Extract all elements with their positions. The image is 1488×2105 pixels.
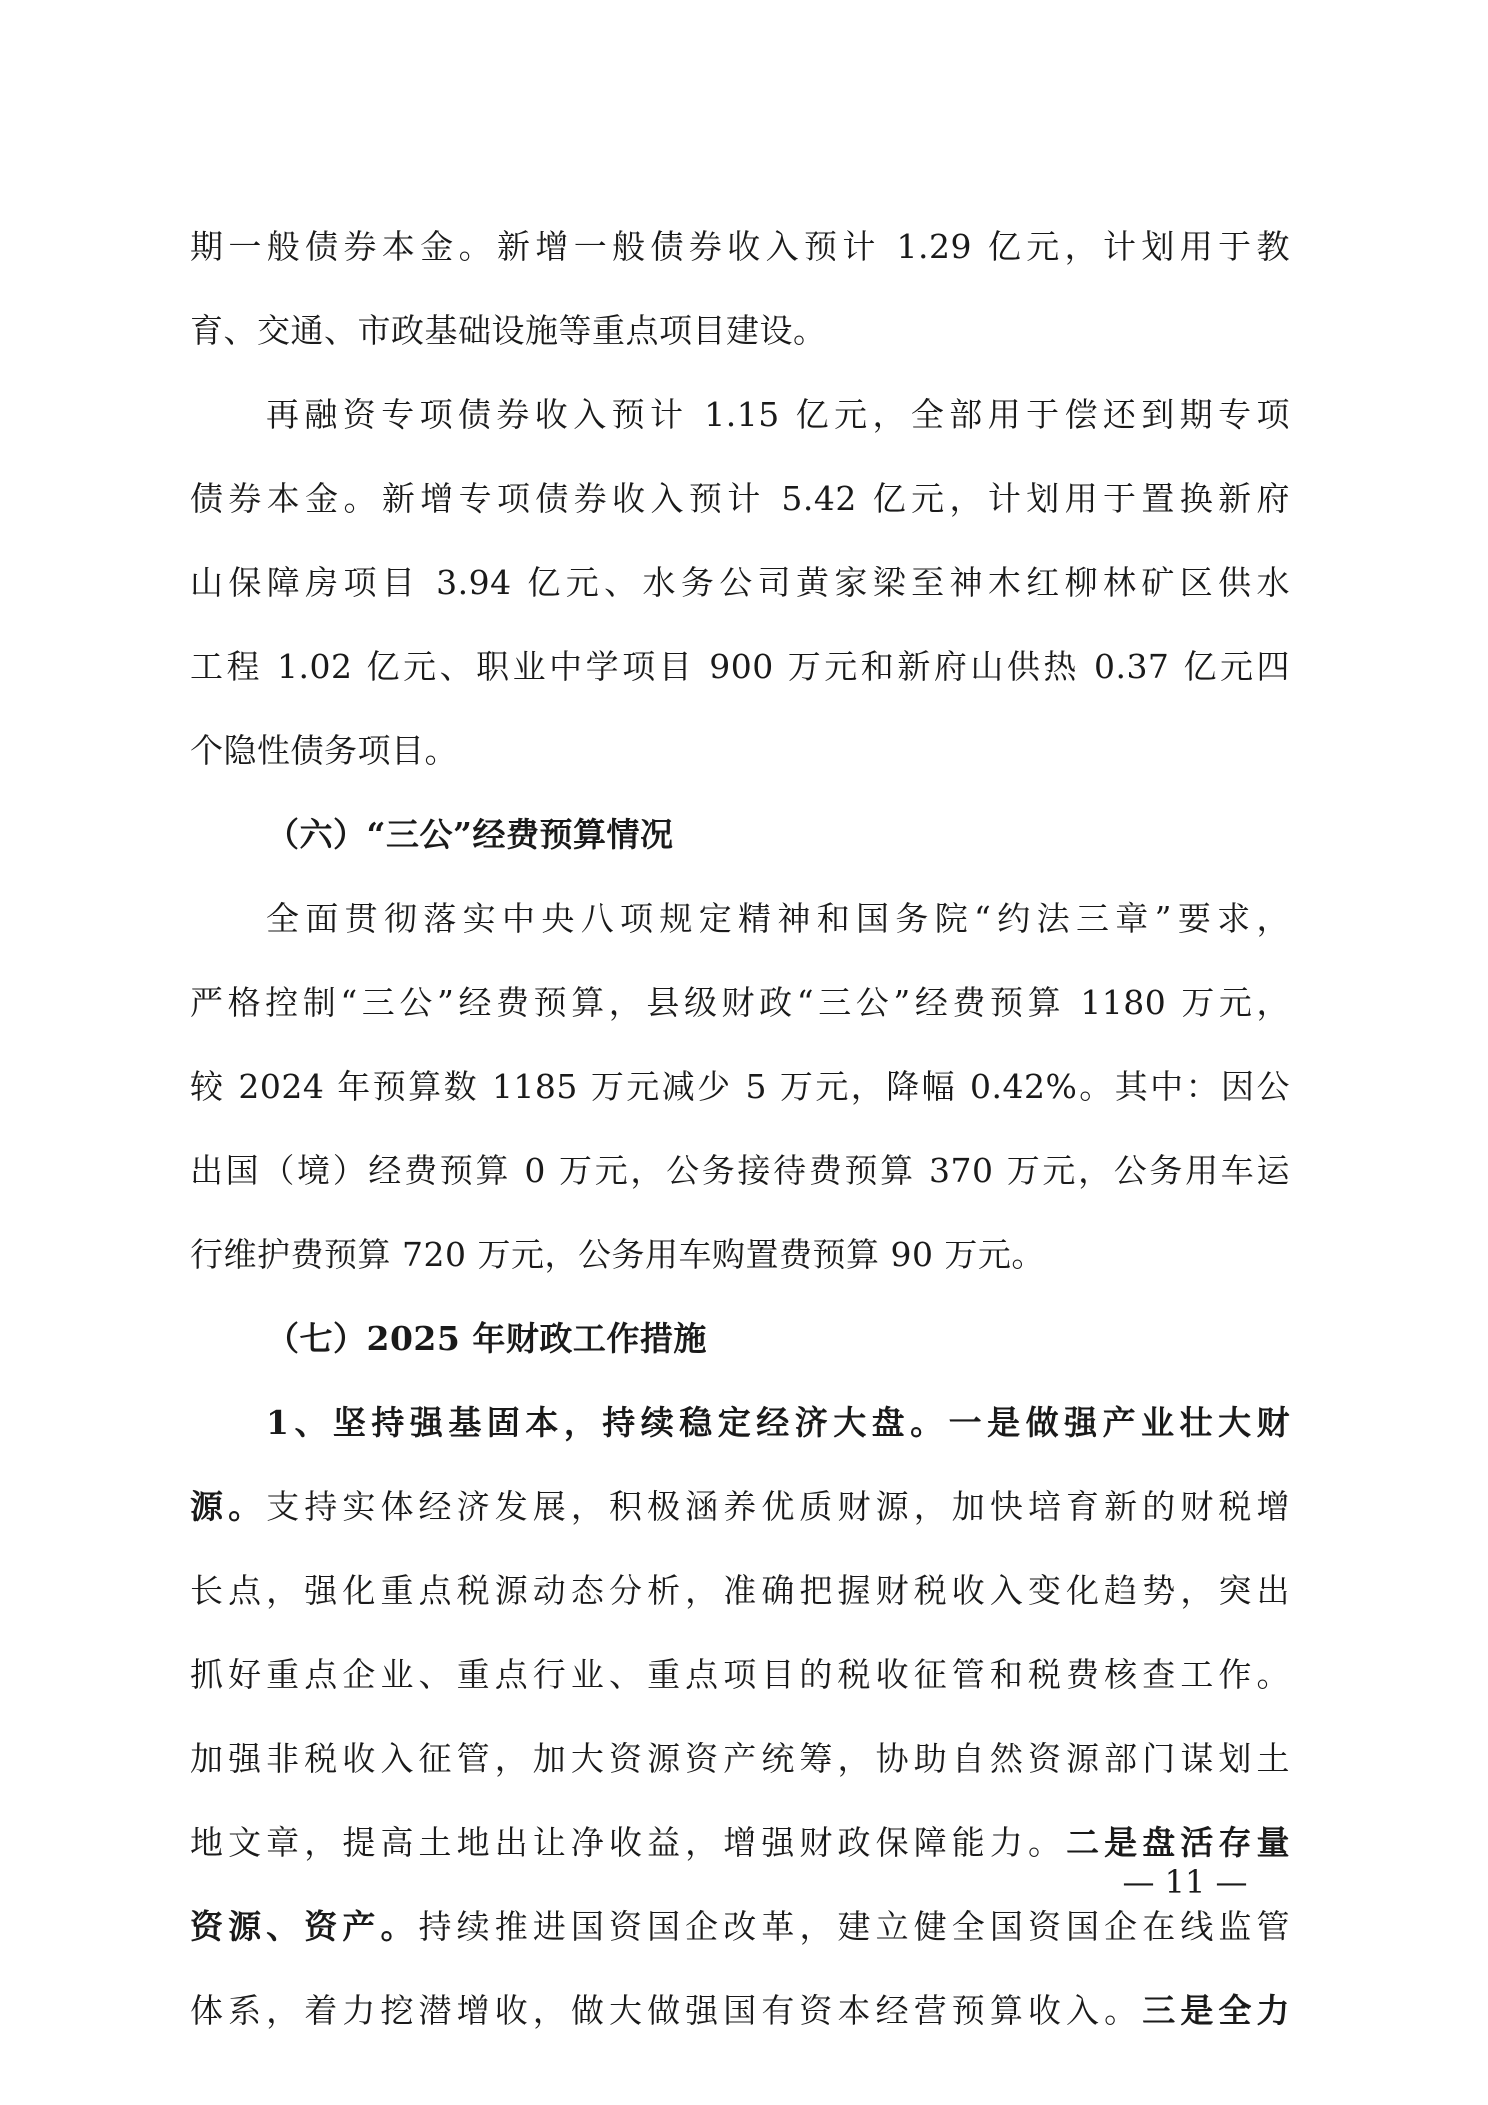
paragraph-line	[190, 1969, 1290, 2053]
paragraph-line: 出国（境）经费预算 0 万元，公务接待费预算 370 万元，公务用车运	[190, 1151, 1290, 1190]
body-text	[190, 205, 1290, 2053]
section-heading: （六）“三公”经费预算情况	[266, 815, 674, 854]
page-number: — 11 —	[1122, 1863, 1248, 1901]
paragraph-line: 较 2024 年预算数 1185 万元减少 5 万元，降幅 0.42%。其中：因公	[190, 1067, 1290, 1106]
text-run: 支持实体经济发展，积极涵养优质财源，加快培育新的财税增	[266, 1487, 1291, 1526]
bold-run: 三是全力	[1142, 1991, 1291, 2030]
bold-run: 二是盘活存量	[1066, 1823, 1291, 1862]
paragraph-line: 行维护费预算 720 万元，公务用车购置费预算 90 万元。	[190, 1235, 1045, 1274]
paragraph-line: 工程 1.02 亿元、职业中学项目 900 万元和新府山供热 0.37 亿元四	[190, 647, 1290, 686]
paragraph-line: 山保障房项目 3.94 亿元、水务公司黄家梁至神木红柳林矿区供水	[190, 563, 1290, 602]
section-heading: （七）2025 年财政工作措施	[266, 1319, 707, 1358]
paragraph-line: 个隐性债务项目。	[190, 731, 458, 770]
paragraph-line: 长点，强化重点税源动态分析，准确把握财税收入变化趋势，突出	[190, 1571, 1290, 1610]
text-run: 体系，着力挖潜增收，做大做强国有资本经营预算收入。	[190, 1991, 1143, 2030]
text-run: 持续推进国资国企改革，建立健全国资国企在线监管	[418, 1907, 1291, 1946]
paragraph-line: 育、交通、市政基础设施等重点项目建设。	[190, 311, 827, 350]
paragraph-line: 期一般债券本金。新增一般债券收入预计 1.29 亿元，计划用于教	[190, 227, 1290, 266]
paragraph-line	[190, 1465, 1290, 1549]
paragraph-line: 加强非税收入征管，加大资源资产统筹，协助自然资源部门谋划土	[190, 1739, 1290, 1778]
bold-run: 源。	[190, 1487, 267, 1526]
paragraph-line: 全面贯彻落实中央八项规定精神和国务院“约法三章”要求，	[266, 899, 1290, 938]
paragraph-line: 严格控制“三公”经费预算，县级财政“三公”经费预算 1180 万元，	[190, 983, 1290, 1022]
paragraph-line: 再融资专项债券收入预计 1.15 亿元，全部用于偿还到期专项	[266, 395, 1290, 434]
paragraph-line: 1、坚持强基固本，持续稳定经济大盘。一是做强产业壮大财	[266, 1403, 1290, 1442]
paragraph-line: 抓好重点企业、重点行业、重点项目的税收征管和税费核查工作。	[190, 1655, 1290, 1694]
paragraph-line: 债券本金。新增专项债券收入预计 5.42 亿元，计划用于置换新府	[190, 479, 1290, 518]
bold-run: 资源、资产。	[190, 1907, 419, 1946]
text-run: 地文章，提高土地出让净收益，增强财政保障能力。	[190, 1823, 1067, 1862]
